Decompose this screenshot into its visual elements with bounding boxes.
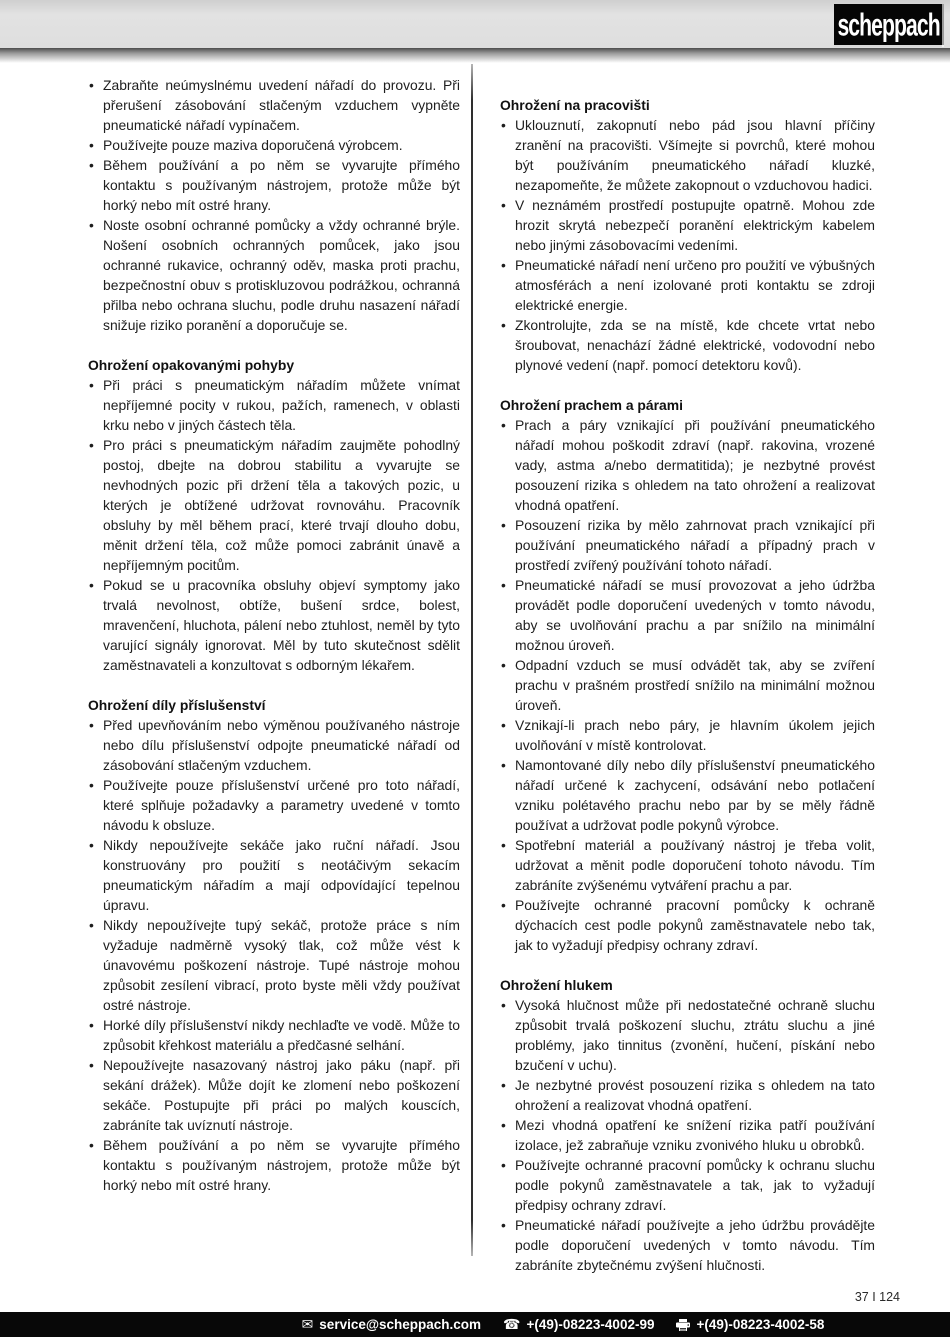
list-item: • Před upevňováním nebo výměnou používaného nástroje nebo dílu příslušenství odpojte pneumatické nářadí od zásobování stlačeným vzduchem. <box>88 715 460 775</box>
list-item: • Pneumatické nářadí se musí provozovat a jeho údržba provádět podle doporučení uvedených v tomto návodu, aby se uvolňování prachu a par snížilo na minimální možnou úroveň. <box>500 575 875 655</box>
list-item: • Mezi vhodná opatření ke snížení rizika patří používání izolace, jež zabraňuje vzniku zvonivého hluku u obrobků. <box>500 1115 875 1155</box>
list-item: • Pneumatické nářadí používejte a jeho údržbu provádějte podle doporučení uvedených v tomto návodu. Tím zabráníte zbytečnému zvýšení hlučnosti. <box>500 1215 875 1275</box>
list-item: • Pro práci s pneumatickým nářadím zaujměte pohodlný postoj, dbejte na dobrou stabilitu a vyvarujte se nevhodných pozic při držení těla a takových pozic, u kterých je obtížené udržovat rovnováhu. Pracovník obsluhy by měl během prací, které trvají dlouho dobu, měnit držení těla, což může pomoci zabránit únavě a nepříjemným pocitům. <box>88 435 460 575</box>
list-item: • Namontované díly nebo díly příslušenství pneumatického nářadí určené k zachycení, odsávání nebo potlačení vzniku polétavého prachu nebo par by se měly řádně používat a udržovat podle pokynů výrobce. <box>500 755 875 835</box>
section-heading: Ohrožení opakovanými pohyby <box>88 357 295 373</box>
column-divider <box>471 64 473 1256</box>
scheppach-logo <box>834 4 944 47</box>
mail-icon: ✉ <box>301 1316 314 1333</box>
list-item: • Pneumatické nářadí není určeno pro použití ve výbušných atmosférách a není izolované proti kontaktu se zdroji elektrické energie. <box>500 255 875 315</box>
right-column <box>500 75 875 1275</box>
section-heading: Ohrožení hlukem <box>500 977 613 993</box>
phone-icon: ☎ <box>503 1316 521 1333</box>
list-item: • Zkontrolujte, zda se na místě, kde chcete vrtat nebo šroubovat, nenachází žádné elektrické, vodovodní nebo plynové vedení (např. pomocí detektoru kovů). <box>500 315 875 375</box>
list-item: • Posouzení rizika by mělo zahrnovat prach vznikající při používání pneumatického nářadí a případný prach v prostředí zvířený používání tohoto nářadí. <box>500 515 875 575</box>
list-item: • Odpadní vzduch se musí odvádět tak, aby se zvíření prachu v prašném prostředí snížilo na minimální možnou úroveň. <box>500 655 875 715</box>
section-heading: Ohrožení díly příslušenství <box>88 697 266 713</box>
list-item: • Používejte ochranné pracovní pomůcky k ochranu sluchu podle pokynů zaměstnavatele a tak, jak to vyžadují předpisy ochrany zdraví. <box>500 1155 875 1215</box>
list-item: • Zabraňte neúmyslnému uvedení nářadí do provozu. Při přerušení zásobování stlačeným vzduchem vypněte pneumatické nářadí vypínačem. <box>88 75 460 135</box>
list-item: • Spotřební materiál a používaný nástroj je třeba volit, udržovat a měnit podle doporučení tohoto návodu. Tím zabráníte zvýšenému vytváření prachu a par. <box>500 835 875 895</box>
list-item: • Uklouznutí, zakopnutí nebo pád jsou hlavní příčiny zranění na pracovišti. Všímejte si povrchů, které mohou být používáním pneumatického nářadí kluzké, nezapomeňte, že můžete zakopnout o vzduchovou hadici. <box>500 115 875 195</box>
list-item: • Používejte pouze maziva doporučená výrobcem. <box>88 135 460 155</box>
list-item: • Během používání a po něm se vyvarujte přímého kontaktu s používaným nástrojem, protože může být horký nebo mít ostré hrany. <box>88 1135 460 1195</box>
section-heading: Ohrožení prachem a párami <box>500 397 683 413</box>
left-column <box>88 75 460 1195</box>
list-item: • Nepoužívejte nasazovaný nástroj jako páku (např. při sekání drážek). Může dojít ke zlomení nebo poškození sekáče. Postupujte při práci po malých kouscích, zabráníte tak uvíznutí nástroje. <box>88 1055 460 1135</box>
page-header-bar <box>0 0 950 48</box>
header-shadow <box>0 48 950 63</box>
fax-icon <box>676 1319 690 1331</box>
list-item: • Je nezbytné provést posouzení rizika s ohledem na tato ohrožení a realizovat vhodná opatření. <box>500 1075 875 1115</box>
footer-phone-group <box>503 1317 654 1332</box>
list-item: • Během používání a po něm se vyvarujte přímého kontaktu s používaným nástrojem, protože může být horký nebo mít ostré hrany. <box>88 155 460 215</box>
list-item: • Nikdy nepoužívejte sekáče jako ruční nářadí. Jsou konstruovány pro použití s neotáčivým sekacím pneumatickým nářadím a mají odpovídající tepelnou úpravu. <box>88 835 460 915</box>
list-item: • Vysoká hlučnost může při nedostatečné ochraně sluchu způsobit trvalá poškození sluchu, ztrátu sluchu a jiné problémy, jako tinnitus (zvonění, hučení, pískání nebo bzučení v uchu). <box>500 995 875 1075</box>
list-item: • Používejte pouze příslušenství určené pro toto nářadí, které splňuje požadavky a parametry uvedené v tomto návodu k obsluze. <box>88 775 460 835</box>
footer-bar <box>0 1312 950 1337</box>
page-number: 37 I 124 <box>854 1290 900 1304</box>
list-item: • Prach a páry vznikající při používání pneumatického nářadí mohou poškodit zdraví (např. rakovina, vrozené vady, astma a/nebo dermatitida); je nezbytné provést posouzení rizika s ohledem na tato ohrožení a realizovat vhodná opatření. <box>500 415 875 515</box>
footer-email-group <box>302 1317 481 1332</box>
footer-contacts <box>302 1317 825 1332</box>
list-item: • Při práci s pneumatickým nářadím můžete vnímat nepříjemné pocity v rukou, pažích, ramenech, v oblasti krku nebo v jiných částech těla. <box>88 375 460 435</box>
footer-phone: +(49)-08223-4002-99 <box>526 1317 655 1332</box>
list-item: • V neznámém prostředí postupujte opatrně. Mohou zde hrozit skrytá nebezpečí poranění elektrickým kabelem nebo jinými zásobovacími vedeními. <box>500 195 875 255</box>
list-item: • Horké díly příslušenství nikdy nechlaďte ve vodě. Může to způsobit křehkost materiálu a předčasné selhání. <box>88 1015 460 1055</box>
footer-fax: +(49)-08223-4002-58 <box>696 1317 825 1332</box>
list-item: • Vznikají-li prach nebo páry, je hlavním úkolem jejich uvolňování v místě kontrolovat. <box>500 715 875 755</box>
footer-fax-group <box>676 1317 824 1332</box>
list-item: • Používejte ochranné pracovní pomůcky k ochraně dýchacích cest podle pokynů zaměstnavatele nebo tak, jak to vyžadují předpisy ochrany zdraví. <box>500 895 875 955</box>
footer-email: service@scheppach.com <box>319 1317 482 1332</box>
list-item: • Nikdy nepoužívejte tupý sekáč, protože práce s ním vyžaduje nadměrně vysoký tlak, což může vést k únavovému poškození nástroje. Tupé nástroje mohou způsobit zesílení vibrací, proto byste měli vždy používat ostré nástroje. <box>88 915 460 1015</box>
list-item: • Noste osobní ochranné pomůcky a vždy ochranné brýle. Nošení osobních ochranných pomůcek, jako jsou ochranné rukavice, ochranný oděv, maska proti prachu, bezpečnostní obuv s protiskluzovou podrážkou, ochranná přilba nebo ochrana sluchu, podle druhu nasazení nářadí snižuje riziko poranění a doporučuje se. <box>88 215 460 335</box>
list-item: • Pokud se u pracovníka obsluhy objeví symptomy jako trvalá nevolnost, obtíže, bušení srdce, bolest, mravenčení, hluchota, pálení nebo ztuhlost, neměl by tyto varující signály ignorovat. Měl by tuto skutečnost sdělit zaměstnavateli a konzultovat s odborným lékařem. <box>88 575 460 675</box>
logo-text: scheppach <box>837 7 941 43</box>
section-heading: Ohrožení na pracovišti <box>500 97 650 113</box>
